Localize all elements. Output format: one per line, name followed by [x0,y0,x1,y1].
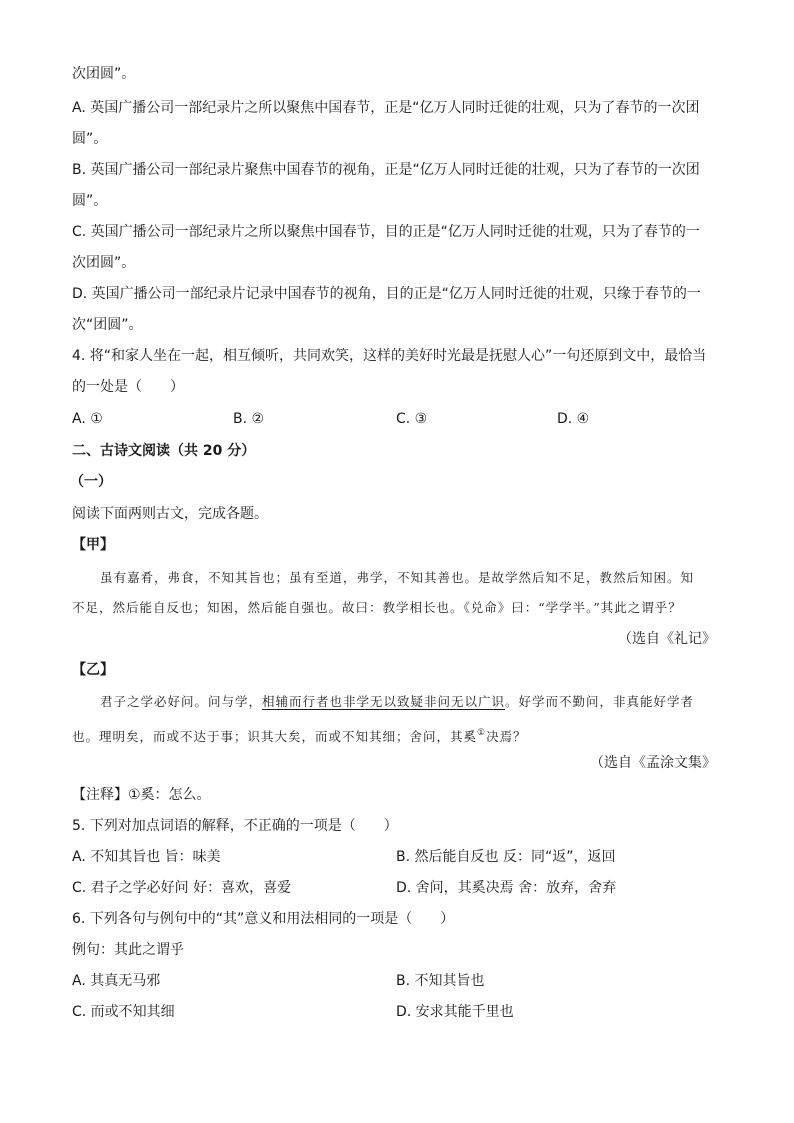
q5-stem: 5. 下列对加点词语的解释，不正确的一项是（ ） [72,818,398,834]
q5-option-c: C. 君子之学必好问 好：喜欢，喜爱 [72,880,292,896]
q6-stem: 6. 下列各句与例句中的“其”意义和用法相同的一项是（ ） [72,911,455,927]
q4-option-a: A. ① [72,411,103,427]
underlined-sentence: 相辅而行者也非学无以致疑非问无以广识 [262,694,506,709]
passage-yi-source: （选自《孟涂文集》 [590,755,716,771]
passage-yi-line-2 [72,723,527,747]
passage-jia-line-1: 虽有嘉肴，弗食，不知其旨也；虽有至道，弗学，不知其善也。是故学然后知不足，教然后知困。知 [100,570,695,585]
q4-option-c: C. ③ [396,411,428,427]
q3-continuation: 次团圆”。 [72,66,136,82]
q6-option-b: B. 不知其旨也 [396,973,485,989]
passage-jia-line-2: 不足，然后能自反也；知困，然后能自强也。故曰：教学相长也。《兑命》曰：“学学半。”其此之谓乎？ [72,600,682,615]
passage-yi-line-2-end: 决焉？ [486,729,527,744]
q4-option-b: B. ② [233,411,265,427]
q3-option-b: B. 英国广播公司一部纪录片聚焦中国春节的视角，正是“亿万人同时迁徙的壮观，只为了春节的一次团 [72,162,700,178]
section-heading: 二、古诗文阅读（共 20 分） [72,443,256,459]
q3-option-b-cont: 圆”。 [72,193,108,209]
passage-jia-label: 【甲】 [72,537,114,553]
q4-option-d: D. ④ [557,411,590,427]
q5-option-b: B. 然后能自反也 反：同“返”，返回 [396,849,616,865]
q3-option-d: D. 英国广播公司一部纪录片记录中国春节的视角，目的正是“亿万人同时迁徙的壮观，只缘于春节的一 [72,286,701,302]
q5-option-d: D. 舍问，其奚决焉 舍：放弃，舍弃 [396,880,617,896]
passage-yi-line-1-end: 。好学而不勤问，非真能好学者 [505,694,695,709]
passage-yi-line-1 [100,692,694,712]
q3-option-c: C. 英国广播公司一部纪录片之所以聚焦中国春节，目的正是“亿万人同时迁徙的壮观，只为了春节的一 [72,224,700,240]
footnote-marker: ① [477,728,487,738]
q3-option-c-cont: 次团圆”。 [72,255,136,271]
q3-option-a-cont: 圆”。 [72,131,108,147]
q4-stem-cont: 的一处是（ ） [72,379,184,395]
q6-option-d: D. 安求其能千里也 [396,1004,514,1020]
q5-option-a: A. 不知其旨也 旨：味美 [72,849,221,865]
subsection-heading: （一） [70,474,112,490]
passage-yi-line-1-start: 君子之学必好问。问与学， [100,694,263,709]
passage-yi-label: 【乙】 [72,662,114,678]
q6-option-c: C. 而或不知其细 [72,1004,175,1020]
q3-option-d-cont: 次“团圆”。 [72,317,143,333]
q6-option-a: A. 其真无马邪 [72,973,161,989]
q6-example: 例句：其此之谓乎 [72,942,184,958]
passage-jia-source: （选自《礼记》 [618,631,716,647]
passage-yi-line-2-start: 也。理明矣，而或不达于事；识其大矣，而或不知其细；舍问，其奚 [72,729,478,744]
annotation-note: 【注释】①奚：怎么。 [72,787,211,803]
q3-option-a: A. 英国广播公司一部纪录片之所以聚焦中国春节，正是“亿万人同时迁徙的壮观，只为了春节的一次团 [72,100,700,116]
instruction: 阅读下面两则古文，完成各题。 [72,506,268,522]
q4-stem: 4. 将“和家人坐在一起，相互倾听，共同欢笑，这样的美好时光最是抚慰人心”一句还原到文中，最恰当 [72,348,707,364]
